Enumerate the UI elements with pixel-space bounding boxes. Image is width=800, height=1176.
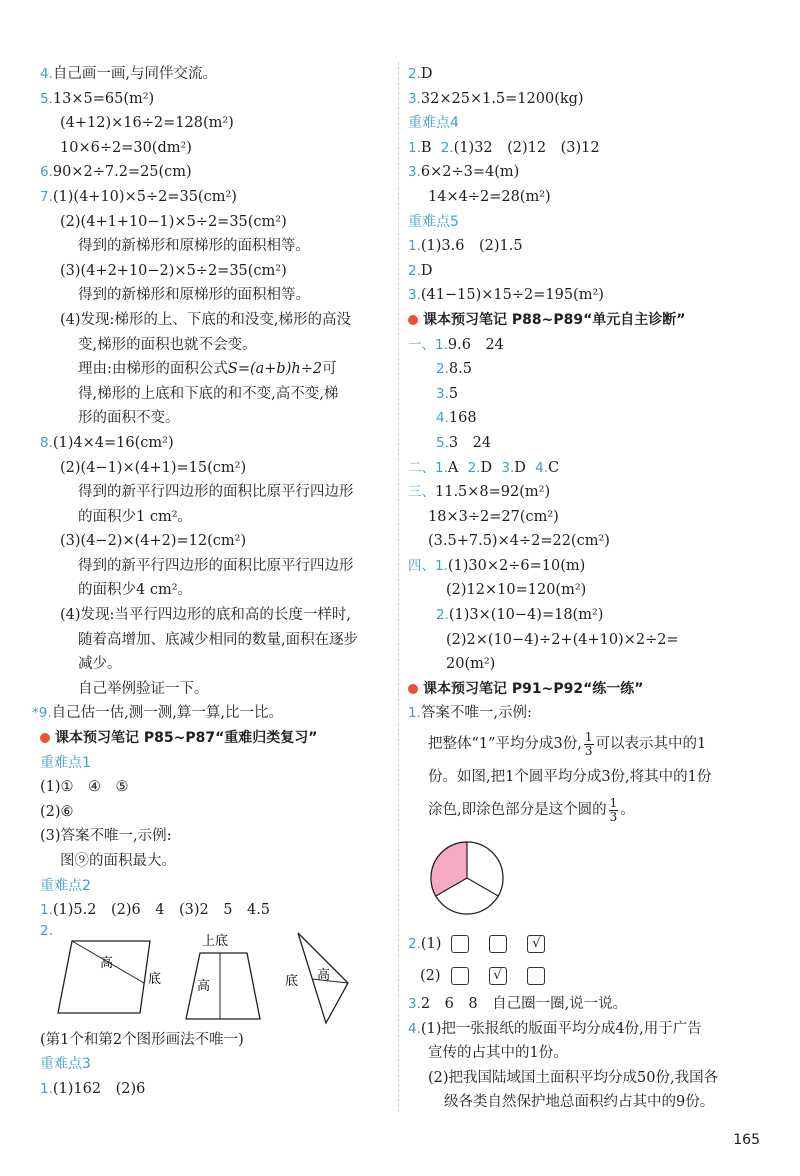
subsection-title: 重难点3 (40, 1056, 91, 1073)
answer-line: (1)① ④ ⑤ (40, 779, 129, 796)
pie-svg (422, 833, 512, 923)
section-header-diagnosis: 课本预习笔记 P88~P89“单元自主诊断” (408, 308, 768, 333)
parallelogram-shape (58, 941, 150, 1013)
answer-line: 把整体“1”平均分成3份, $\frac{1}{3}$ 可以表示其中的1 (428, 729, 707, 758)
pie-figure (408, 828, 768, 928)
answer-line: 10×6÷2=30(dm²) (60, 139, 192, 156)
checkbox-checked: √ (489, 967, 507, 985)
answer-line: (4)发现:梯形的上、下底的和没变,梯形的高没 (60, 311, 352, 328)
checkbox (451, 935, 469, 953)
answer-line: 得到的新梯形和原梯形的面积相等。 (78, 238, 310, 255)
answer-line: 14×4÷2=28(m²) (428, 188, 551, 205)
base-label: 底 (148, 971, 162, 987)
height-label: 高 (100, 955, 114, 971)
question-8: 8.(1)4×4=16(cm²) (40, 434, 174, 451)
answer-line: 18×3÷2=27(cm²) (428, 508, 559, 525)
checkbox (489, 935, 507, 953)
answer-line: 二、1.A 2.D 3.D 4.C (408, 459, 560, 476)
answer-line: 形的面积不变。 (78, 410, 180, 427)
answer-line: (2)(4−1)×(4+1)=15(cm²) (60, 459, 247, 476)
top-base-label: 上底 (202, 933, 229, 949)
formula: S=(a+b)h÷2 (227, 361, 323, 378)
checkbox (451, 967, 469, 985)
answer-line: 得到的新梯形和原梯形的面积相等。 (78, 287, 310, 304)
subsection-title: 重难点2 (40, 877, 91, 894)
answer-line: 3.5 (436, 385, 459, 402)
answer-line: 3.(41−15)×15÷2=195(m²) (408, 287, 604, 304)
checkbox-checked: √ (527, 935, 545, 953)
answer-line: 涂色,即涂色部分是这个圆的 $\frac{1}{3}$ 。 (428, 795, 635, 824)
section-header-practice: 课本预习笔记 P91~P92“练一练” (408, 677, 768, 702)
answer-line: 2.D (408, 66, 433, 82)
answer-line: 的面积少4 cm²。 (78, 582, 193, 599)
answer-line: (2)2×(10−4)÷2+(4+10)×2÷2= (446, 631, 679, 648)
left-column (32, 62, 390, 1102)
fraction: $\frac{1}{3}$ (584, 729, 593, 758)
shapes-svg (40, 923, 390, 1028)
answer-line: (2)把我国陆域国土面积平均分成50份,我国各 (428, 1069, 719, 1086)
answer-line: 4.168 (436, 410, 477, 427)
question-4: 4.自己画一画,与同伴交流。 (40, 66, 217, 82)
answer-line: (2)(4+1+10−1)×5÷2=35(cm²) (60, 213, 287, 230)
bullet-dot-icon (408, 315, 418, 325)
answer-line: 1.(1)162 (2)6 (40, 1080, 146, 1097)
subsection-title: 重难点5 (408, 213, 459, 230)
base-label: 底 (285, 973, 299, 989)
answer-line: (4)发现:当平行四边形的底和高的长度一样时, (60, 607, 352, 624)
subsection-title: 重难点1 (40, 754, 91, 771)
answer-line: 图⑨的面积最大。 (60, 853, 176, 869)
answer-line: 的面积少1 cm²。 (78, 508, 193, 525)
question-9: *9.自己估一估,测一测,算一算,比一比。 (32, 705, 283, 722)
answer-line: 2.8.5 (436, 361, 472, 378)
answer-line: 得到的新平行四边形的面积比原平行四边形 (78, 557, 354, 574)
answer-line: (3)答案不唯一,示例: (40, 828, 172, 845)
question-7: 7.(1)(4+10)×5÷2=35(cm²) (40, 188, 237, 205)
answer-line: (3)(4+2+10−2)×5÷2=35(cm²) (60, 262, 287, 279)
question-number: 2. (40, 922, 53, 939)
question-5: 5.13×5=65(m²) (40, 90, 155, 107)
question-6: 6.90×2÷7.2=25(cm) (40, 164, 192, 181)
checkbox-row: 2.(1) √ (408, 928, 768, 960)
answer-line: 宣传的占其中的1份。 (428, 1045, 568, 1062)
answer-line: (2)12×10=120(m²) (446, 582, 587, 599)
answer-line: 四、1.(1)30×2÷6=10(m) (408, 557, 586, 574)
column-divider (398, 62, 400, 1112)
answer-line: 得到的新平行四边形的面积比原平行四边形 (78, 484, 354, 501)
answer-line: 20(m²) (446, 656, 496, 673)
right-column (408, 62, 768, 1115)
answer-line: 2.D (408, 262, 433, 279)
answer-line: 变,梯形的面积也就不会变。 (78, 336, 257, 353)
checkbox-row: (2) √ (408, 960, 768, 992)
answer-line: (4+12)×16÷2=128(m²) (60, 115, 234, 132)
answer-line: 1.B 2.(1)32 (2)12 (3)12 (408, 139, 600, 156)
answer-line: 减少。 (78, 656, 122, 673)
fraction: $\frac{1}{3}$ (609, 795, 618, 824)
section-header-review: 课本预习笔记 P85~P87“重难归类复习” (40, 726, 390, 751)
subsection-title: 重难点4 (408, 115, 459, 132)
answer-line: (3.5+7.5)×4÷2=22(cm²) (428, 533, 610, 550)
answer-line: 一、1.9.6 24 (408, 336, 504, 353)
answer-line: 理由:由梯形的面积公式S=(a+b)h÷2可 (78, 361, 337, 378)
answer-line: 得,梯形的上底和下底的和不变,高不变,梯 (78, 385, 339, 402)
figure-note: (第1个和第2个图形画法不唯一) (40, 1031, 244, 1048)
answer-line: 1.(1)3.6 (2)1.5 (408, 238, 523, 255)
answer-line: (2)⑥ (40, 803, 74, 820)
answer-line: 1.(1)5.2 (2)6 4 (3)2 5 4.5 (40, 902, 271, 919)
answer-line: 2.(1)3×(10−4)=18(m²) (436, 607, 604, 624)
height-label: 高 (317, 967, 331, 983)
answer-line: 份。如图,把1个圆平均分成3份,将其中的1份 (428, 769, 712, 786)
answer-line: 5.3 24 (436, 434, 492, 451)
answer-line: 随着高增加、底减少相同的数量,面积在逐步 (78, 631, 359, 648)
answer-line: 3.6×2÷3=4(m) (408, 164, 520, 181)
answer-line: 4.(1)把一张报纸的版面平均分成4份,用于广告 (408, 1020, 702, 1037)
answer-line: (3)(4−2)×(4+2)=12(cm²) (60, 533, 247, 550)
checkbox (527, 967, 545, 985)
shapes-figure (40, 923, 390, 1028)
answer-line: 级各类自然保护地总面积约占其中的9份。 (444, 1094, 715, 1111)
height-label: 高 (197, 978, 211, 994)
answer-line: 自己举例验证一下。 (78, 680, 209, 697)
answer-line: 1.答案不唯一,示例: (408, 705, 532, 722)
answer-line: 3.32×25×1.5=1200(kg) (408, 90, 584, 107)
page-number: 165 (733, 1132, 760, 1148)
bullet-dot-icon (408, 684, 418, 694)
answer-line: 三、11.5×8=92(m²) (408, 484, 551, 501)
bullet-dot-icon (40, 733, 50, 743)
answer-line: 3.2 6 8 自己圈一圈,说一说。 (408, 996, 628, 1013)
